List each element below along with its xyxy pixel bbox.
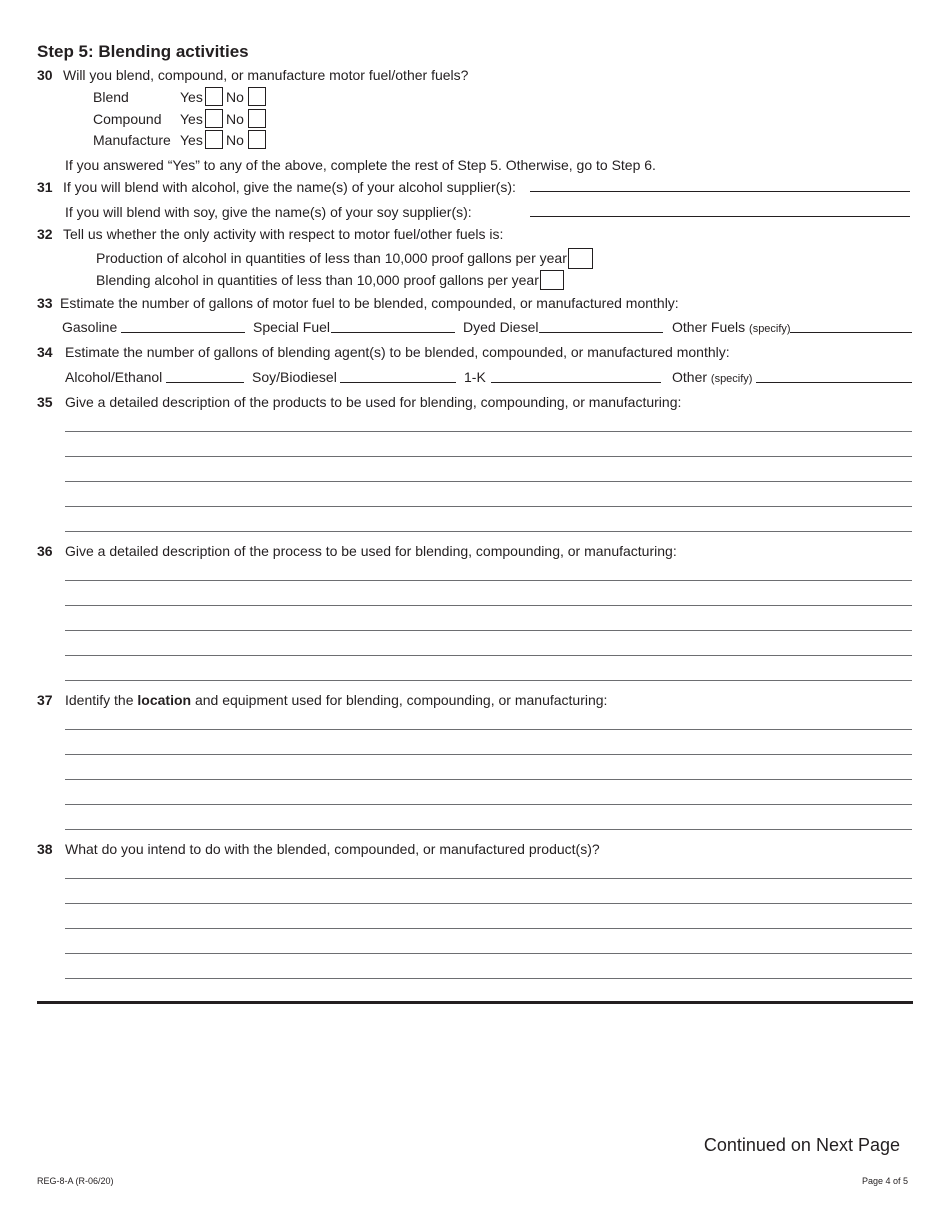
alcohol-ethanol-field[interactable] (166, 382, 244, 383)
question-text: Estimate the number of gallons of blending agent(s) to be blended, compounded, or manufactured monthly: (65, 344, 730, 360)
no-label: No (226, 111, 244, 127)
answer-line[interactable] (65, 779, 912, 780)
question-text: Identify the location and equipment used for blending, compounding, or manufacturing: (65, 692, 608, 708)
manufacture-yes-checkbox[interactable] (205, 130, 223, 149)
step-title: Step 5: Blending activities (37, 42, 249, 61)
form-id: REG-8-A (R-06/20) (37, 1176, 114, 1186)
continued-note: Continued on Next Page (703, 1135, 900, 1155)
compound-no-checkbox[interactable] (248, 109, 266, 128)
no-label: No (226, 132, 244, 148)
1k-field[interactable] (491, 382, 661, 383)
production-alcohol-label: Production of alcohol in quantities of less than 10,000 proof gallons per year (96, 250, 567, 266)
other-fuels-label: Other Fuels (specify) (672, 319, 791, 335)
blend-no-checkbox[interactable] (248, 87, 266, 106)
question-number: 38 (37, 841, 53, 857)
compound-yes-checkbox[interactable] (205, 109, 223, 128)
soy-biodiesel-field[interactable] (340, 382, 456, 383)
answer-line[interactable] (65, 481, 912, 482)
question-text: Estimate the number of gallons of motor fuel to be blended, compounded, or manufactured monthly: (60, 295, 679, 311)
question-number: 32 (37, 226, 53, 242)
blending-alcohol-label: Blending alcohol in quantities of less than 10,000 proof gallons per year (96, 272, 539, 288)
question-text: What do you intend to do with the blended, compounded, or manufactured product(s)? (65, 841, 600, 857)
answer-line[interactable] (65, 655, 912, 656)
question-text: Tell us whether the only activity with respect to motor fuel/other fuels is: (63, 226, 504, 242)
blend-yes-checkbox[interactable] (205, 87, 223, 106)
gasoline-label: Gasoline (62, 319, 118, 335)
yes-label: Yes (180, 132, 203, 148)
answer-line[interactable] (65, 878, 912, 879)
gasoline-field[interactable] (121, 332, 245, 333)
answer-line[interactable] (65, 680, 912, 681)
compound-label: Compound (93, 111, 162, 127)
dyed-diesel-field[interactable] (539, 332, 663, 333)
answer-line[interactable] (65, 630, 912, 631)
question-number: 33 (37, 295, 53, 311)
answer-line[interactable] (65, 953, 912, 954)
production-alcohol-checkbox[interactable] (568, 248, 593, 269)
1k-label: 1-K (464, 369, 486, 385)
question-text: Give a detailed description of the products to be used for blending, compounding, or manufacturing: (65, 394, 682, 410)
yes-label: Yes (180, 111, 203, 127)
answer-line[interactable] (65, 804, 912, 805)
blending-alcohol-checkbox[interactable] (540, 270, 564, 290)
alcohol-supplier-label: If you will blend with alcohol, give the name(s) of your alcohol supplier(s): (63, 179, 516, 195)
question-text: Will you blend, compound, or manufacture motor fuel/other fuels? (63, 67, 469, 83)
alcohol-ethanol-label: Alcohol/Ethanol (65, 369, 163, 385)
page-number: Page 4 of 5 (861, 1176, 908, 1186)
blend-label: Blend (93, 89, 129, 105)
answer-line[interactable] (65, 605, 912, 606)
answer-line[interactable] (65, 729, 912, 730)
other-fuels-field[interactable] (790, 332, 912, 333)
answer-line[interactable] (65, 829, 912, 830)
soy-biodiesel-label: Soy/Biodiesel (252, 369, 337, 385)
manufacture-label: Manufacture (93, 132, 171, 148)
answer-line[interactable] (65, 754, 912, 755)
question-number: 30 (37, 67, 53, 83)
section-divider (37, 1001, 913, 1004)
answer-line[interactable] (65, 531, 912, 532)
answer-line[interactable] (65, 903, 912, 904)
question-number: 34 (37, 344, 53, 360)
question-number: 35 (37, 394, 53, 410)
soy-supplier-field[interactable] (530, 216, 910, 217)
alcohol-supplier-field[interactable] (530, 191, 910, 192)
no-label: No (226, 89, 244, 105)
answer-line[interactable] (65, 580, 912, 581)
yes-label: Yes (180, 89, 203, 105)
other-agent-label: Other (specify) (672, 369, 753, 385)
manufacture-no-checkbox[interactable] (248, 130, 266, 149)
other-agent-field[interactable] (756, 382, 912, 383)
answer-line[interactable] (65, 928, 912, 929)
question-number: 37 (37, 692, 53, 708)
soy-supplier-label: If you will blend with soy, give the name(s) of your soy supplier(s): (65, 204, 472, 220)
instruction-text: If you answered “Yes” to any of the above, complete the rest of Step 5. Otherwise, go to Step 6. (65, 157, 656, 173)
special-fuel-field[interactable] (331, 332, 455, 333)
dyed-diesel-label: Dyed Diesel (463, 319, 539, 335)
answer-line[interactable] (65, 456, 912, 457)
answer-line[interactable] (65, 506, 912, 507)
question-text: Give a detailed description of the process to be used for blending, compounding, or manufacturing: (65, 543, 677, 559)
question-number: 31 (37, 179, 53, 195)
answer-line[interactable] (65, 978, 912, 979)
answer-line[interactable] (65, 431, 912, 432)
question-number: 36 (37, 543, 53, 559)
special-fuel-label: Special Fuel (253, 319, 331, 335)
